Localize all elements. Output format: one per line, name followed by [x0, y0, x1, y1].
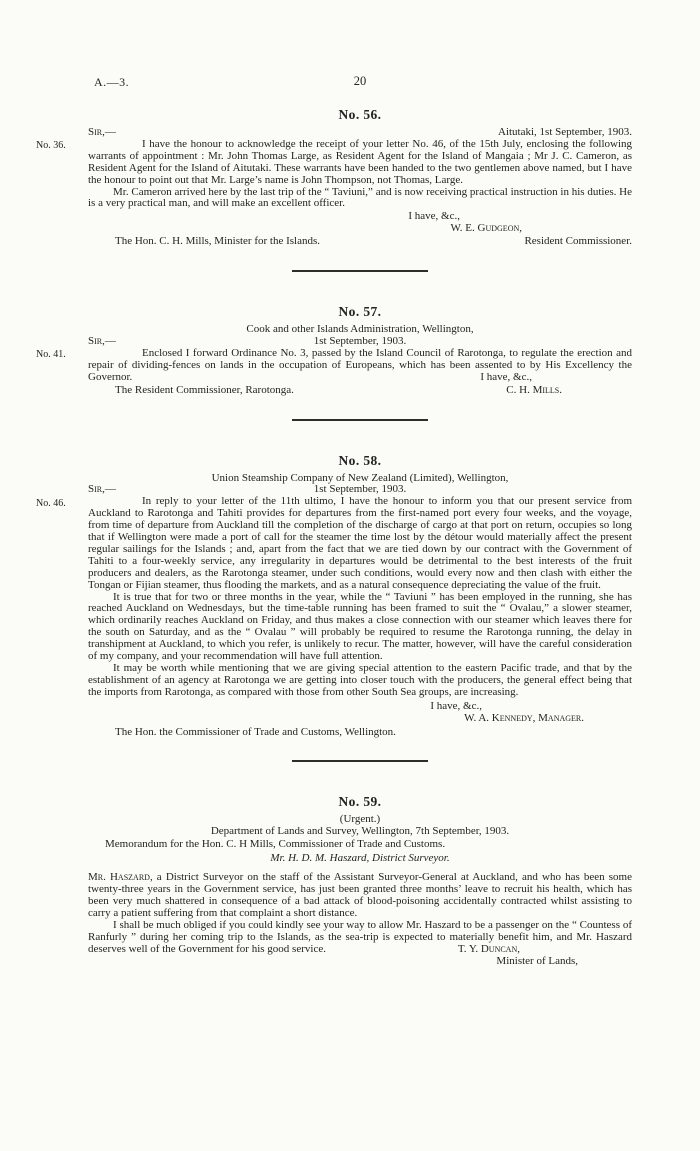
margin-note: No. 46.	[36, 497, 66, 509]
margin-note: No. 36.	[36, 140, 66, 151]
letter-paragraph: It is true that for two or three months in the year, while the “ Taviuni ” has been employed in the running, she has reached Auckland on Wednesdays, but the time-table running has been framed to suit the “ Ovalau,” a slower steamer, which ordinarily reaches Auckland on Friday, and thus makes a close connection with our steamer which leaves there for the south on Saturday, and as the “ Ovalau ” will probably be required to resume the Rarotonga running, the delay in transhipment at Auckland, to which you refer, is unlikely to recur. The matter, however, will have the careful consideration of my company, and your recommendation will have full attention.	[88, 590, 632, 663]
page-header	[88, 76, 632, 92]
letter-paragraph	[88, 872, 632, 920]
section-divider	[292, 760, 428, 762]
report-id: A.—3.	[94, 75, 130, 89]
signature-title: Resident Commissioner.	[524, 235, 632, 248]
letter-date: 1st September, 1903.	[313, 483, 407, 496]
addressee: The Hon. C. H. Mills, Minister for the Islands.	[115, 235, 321, 248]
place-date: Aitutaki, 1st September, 1903.	[498, 126, 632, 138]
letter-number: No. 58.	[338, 452, 382, 468]
salutation: Sir,—	[88, 126, 116, 138]
valediction: I have, &c.,	[480, 370, 532, 383]
letter-paragraph	[88, 348, 632, 384]
addressee: The Resident Commissioner, Rarotonga.	[115, 383, 294, 396]
memorandum-line: Memorandum for the Hon. C. H Mills, Commissioner of Trade and Customs.	[105, 838, 446, 851]
paragraph-lead: Mr. Haszard	[88, 871, 150, 884]
sender-address: Union Steamship Company of New Zealand (Limited), Wellington,	[211, 471, 509, 484]
letter-number: No. 59.	[338, 794, 382, 810]
letter-paragraph: It may be worth while mentioning that we are giving special attention to the eastern Pacific trade, and that by the establishment of an agency at Rarotonga we are getting into closer touch with the producers, the general effect being that the imports from Rarotonga, as compared with those from other South Sea groups, are increasing.	[88, 662, 632, 698]
salutation: Sir,—	[88, 483, 116, 496]
letter-paragraph	[88, 920, 632, 956]
paragraph-text: , a District Surveyor on the staff of the Assistant Surveyor-General at Auckland, and who has been some twenty-three years in the Government service, has just been granted three months’ leave to recruit his health, which has been very much shattered in consequence of a bad attack of blood-poisoning accidentally contracted whilst assisting to carry a patient suffering from that complaint a short distance.	[88, 871, 632, 919]
signature-title: Minister of Lands,	[496, 955, 578, 968]
salutation: Sir,—	[88, 334, 116, 347]
addressee-row	[88, 236, 632, 248]
sender-address: Department of Lands and Survey, Wellington, 7th September, 1903.	[210, 825, 510, 838]
urgent-label: (Urgent.)	[339, 813, 381, 826]
signature: W. E. Gudgeon,	[450, 222, 522, 235]
letter-59	[88, 794, 632, 968]
letter-paragraph: Mr. Cameron arrived here by the last trip of the “ Taviuni,” and is now receiving practical instruction in his duties. He is a very practical man, and will make an excellent officer.	[88, 185, 632, 210]
letter-paragraph: In reply to your letter of the 11th ultimo, I have the honour to inform you that our present service from Auckland to Rarotonga and Tahiti provides for departures from the first-named port every four weeks, and the voyage, from time of departure from Auckland till the completion of the discharge of cargo at that port on return, occupies so long that if Wellington were made a port of call for the steamer the time lost by the détour would materially affect the present regular sailings for the Islands ; and, apart from the fact that we are tied down by our contract with the Government of Tahiti to a four-weekly service, any irregularity in departures would be detrimental to the best interests of the fruit producers and dealers, as the Rarotonga steamer, under such conditions, would every now and then clash with either the Tongan or Fijian steamer, thus flooding the markets, and as a natural consequence depreciating the value of the fruit.	[88, 495, 632, 591]
margin-note: No. 41.	[36, 349, 66, 361]
addressee-row	[88, 385, 632, 397]
subject-line: Mr. H. D. M. Haszard, District Surveyor.	[270, 852, 450, 865]
letter-56	[36, 107, 632, 248]
valediction: I have, &c.,	[408, 210, 460, 223]
letter-date: 1st September, 1903.	[313, 334, 407, 347]
letter-paragraph: I have the honour to acknowledge the receipt of your letter No. 46, of the 15th July, enclosing the following warrants of appointment : Mr. John Thomas Large, as Resident Agent for the Island of Mangaia ; Mr J. C. Cameron, as Resident Agent for the Island of Aitutaki. These warrants have been handed to the two gentlemen above named, but I have the honour to point out that Mr. Large’s name is John Thompson, not Thomas, Large.	[88, 137, 632, 186]
valediction: I have, &c.,	[430, 699, 482, 712]
paragraph-text: I shall be much obliged if you could kindly see your way to allow Mr. Haszard to be a passenger on the “ Countess of Ranfurly ” during her coming trip to the Islands, as the sea-trip is expected to materially benefit him, and Mr. Haszard deserves well of the Government for his good service.	[88, 918, 632, 955]
signature: C. H. Mills.	[506, 383, 562, 396]
letter-number: No. 57.	[338, 304, 382, 320]
addressee: The Hon. the Commissioner of Trade and Customs, Wellington.	[115, 725, 396, 738]
page-number: 20	[353, 74, 367, 88]
letter-58	[36, 452, 632, 739]
section-divider	[292, 270, 428, 272]
paragraph-text: Enclosed I forward Ordinance No. 3, passed by the Island Council of Rarotonga, to regulate the erection and repair of dividing-fences on lands in the occupation of Europeans, which has been assented to by His Excellency the Governor.	[88, 346, 632, 383]
signature: W. A. Kennedy, Manager.	[464, 711, 584, 724]
sender-address: Cook and other Islands Administration, Wellington,	[246, 323, 474, 336]
signature: T. Y. Duncan,	[457, 942, 520, 955]
letter-57	[36, 304, 632, 396]
letter-number: No. 56.	[338, 107, 382, 122]
section-divider	[292, 419, 428, 421]
salutation-row	[88, 484, 632, 496]
